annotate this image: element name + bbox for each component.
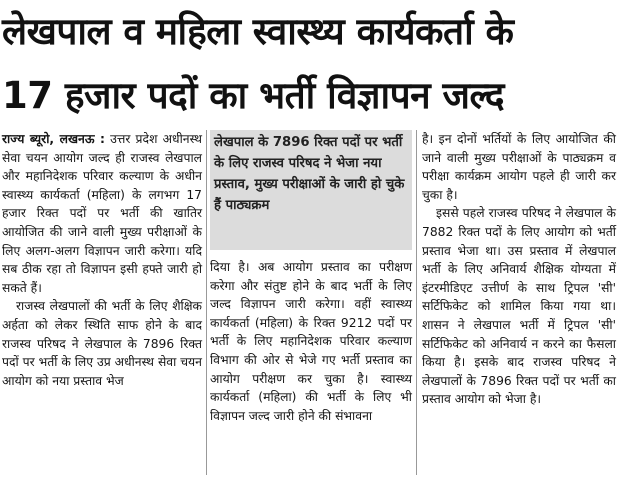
pull-quote: लेखपाल के 7896 रिक्त पदों पर भर्ती के लिए राजस्व परिषद ने भेजा नया प्रस्ताव, मुख्य परीक्षाओं के जारी हो चुके हैं पाठ्यक्रम	[210, 130, 412, 250]
column-divider	[416, 130, 417, 475]
article-column-1	[2, 130, 202, 390]
lead-paragraph	[2, 130, 202, 297]
lead-text: उत्तर प्रदेश अधीनस्थ सेवा चयन आयोग जल्द ही राजस्व लेखपाल और महानिदेशक परिवार कल्याण के अधीन स्वास्थ्य कार्यकर्ता (महिला) के लगभग 17 हजार रिक्त पदों पर भर्ती की खातिर आयोजित की जाने वाली मुख्य परीक्षाओं के लिए अलग-अलग विज्ञापन जारी करेगा। यदि सब ठीक रहा तो विज्ञापन इसी हफ्ते जारी हो सकते हैं।	[2, 132, 202, 295]
article-column-2	[210, 258, 412, 425]
byline: राज्य ब्यूरो, लखनऊ :	[2, 132, 105, 146]
paragraph: इससे पहले राजस्व परिषद ने लेखपाल के 7882 रिक्त पदों के लिए आयोग को भर्ती प्रस्ताव भेजा था। उस प्रस्ताव में लेखपाल भर्ती के लिए अनिवार्य शैक्षिक योग्यता में इंटरमीडिएट उत्तीर्ण के साथ ट्रिपल 'सी' सर्टिफिकेट को शामिल किया गया था। शासन ने लेखपाल भर्ती में ट्रिपल 'सी' सर्टिफिकेट को अनिवार्य न करने का फैसला किया है। इसके बाद राजस्व परिषद ने लेखपालों के 7896 रिक्त पदों पर भर्ती का प्रस्ताव आयोग को भेजा है।	[422, 206, 616, 407]
paragraph: है। इन दोनों भर्तियों के लिए आयोजित की जाने वाली मुख्य परीक्षाओं के पाठ्यक्रम व परीक्षा कार्यक्रम आयोग पहले ही जारी कर चुका है।	[422, 132, 616, 202]
paragraph: दिया है। अब आयोग प्रस्ताव का परीक्षण करेगा और संतुष्ट होने के बाद भर्ती के लिए जल्द विज्ञापन जारी करेगा। वहीं स्वास्थ्य कार्यकर्ता (महिला) के रिक्त 9212 पदों पर भर्ती के लिए महानिदेशक परिवार कल्याण विभाग की ओर से भेजे गए भर्ती प्रस्ताव का आयोग परीक्षण कर चुका है। स्वास्थ्य कार्यकर्ता (महिला) की भर्ती के लिए भी विज्ञापन जल्द जारी होने की संभावना	[210, 260, 412, 423]
headline-line-2: 17 हजार पदों का भर्ती विज्ञापन जल्द	[2, 74, 505, 117]
headline-line-1: लेखपाल व महिला स्वास्थ्य कार्यकर्ता के	[2, 10, 514, 53]
article-column-3	[422, 130, 616, 409]
column-divider	[206, 130, 207, 475]
paragraph: राजस्व लेखपालों की भर्ती के लिए शैक्षिक अर्हता को लेकर स्थिति साफ होने के बाद राजस्व परिषद ने लेखपाल के 7896 रिक्त पदों पर भर्ती के लिए उप्र अधीनस्थ सेवा चयन आयोग को नया प्रस्ताव भेज	[2, 299, 202, 388]
